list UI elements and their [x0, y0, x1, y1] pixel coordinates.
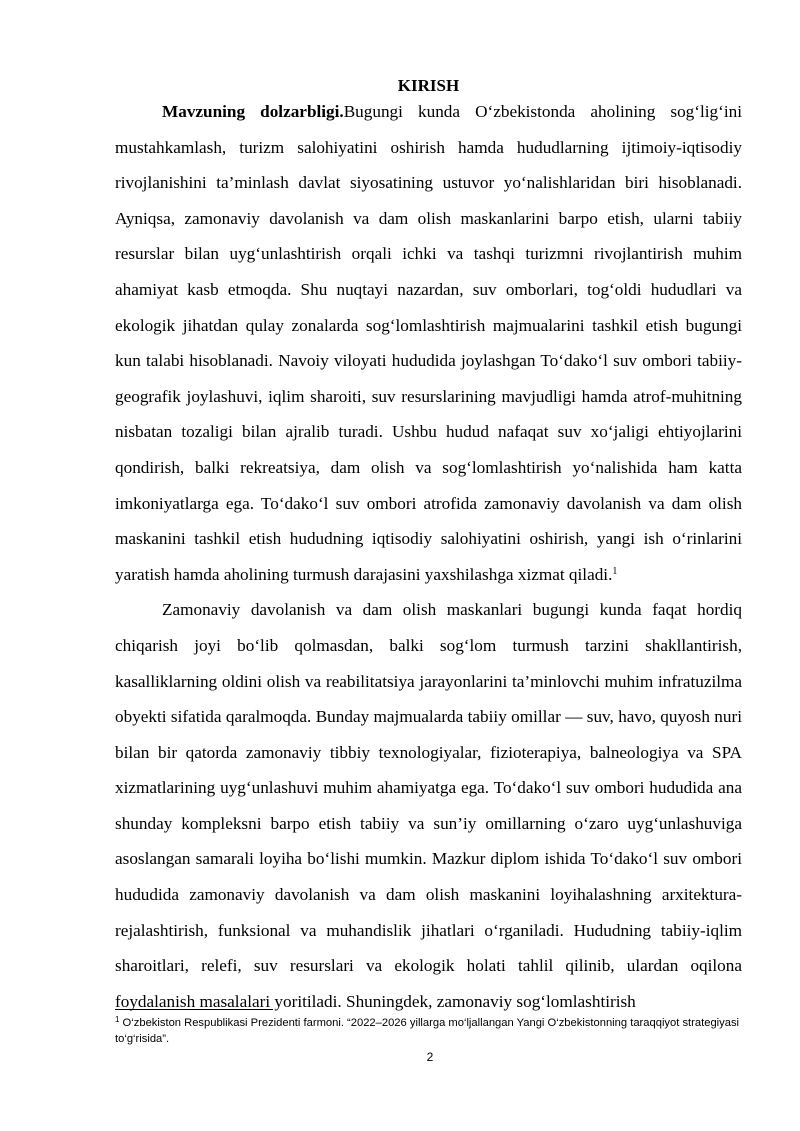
footnote-separator — [115, 1009, 273, 1010]
footnote — [115, 1015, 755, 1047]
page-number: 2 — [426, 1050, 434, 1064]
section-heading: KIRISH — [397, 76, 460, 95]
paragraph-2: Zamonaviy davolanish va dam olish maskanlari bugungi kunda faqat hordiq chiqarish joyi bo‘lib qolmasdan, balki sog‘lom turmush tarzini shakllantirish, kasalliklarning oldini olish va reabilitatsiya jarayonlarini ta’minlovchi muhim infratuzilma obyekti sifatida qaralmoqda. Bunday majmualarda tabiiy omillar — suv, havo, quyosh nuri bilan bir qatorda zamonaviy tibbiy texnologiyalar, fizioterapiya, balneologiya va SPA xizmatlarining uyg‘unlashuvi muhim ahamiyatga ega. To‘dako‘l suv ombori hududida ana shunday kompleksni barpo etish tabiiy va sun’iy omillarning o‘zaro uyg‘unlashuviga asoslangan samarali loyiha bo‘lishi mumkin. Mazkur diplom ishida To‘dako‘l suv ombori hududida zamonaviy davolanish va dam olish maskanini loyihalashning arxitektura-rejalashtirish, funksional va muhandislik jihatlari o‘rganiladi. Hududning tabiiy-iqlim sharoitlari, relefi, suv resurslari va ekologik holati tahlil qilinib, ulardan oqilona foydalanish masalalari yoritiladi. Shuningdek, zamonaviy sog‘lomlashtirish — [115, 600, 742, 1011]
footnote-marker: 1 — [115, 1015, 120, 1024]
footnote-text: O‘zbekiston Respublikasi Prezidenti farmoni. “2022–2026 yillarga mo‘ljallangan Yangi O‘zbekistonning taraqqiyot strategiyasi to‘g‘risida”. — [115, 1017, 740, 1045]
paragraph-1 — [115, 94, 742, 592]
footnote-reference[interactable]: 1 — [612, 565, 618, 577]
body-text — [115, 94, 742, 1019]
paragraph-1-text: Bugungi kunda O‘zbekistonda aholining sog‘lig‘ini mustahkamlash, turizm salohiyatini oshirish hamda hududlarning ijtimoiy-iqtisodiy rivojlanishini ta’minlash davlat siyosatining ustuvor yo‘nalishlaridan biri hisoblanadi. Ayniqsa, zamonaviy davolanish va dam olish maskanlarini barpo etish, ularni tabiiy resurslar bilan uyg‘unlashtirish orqali ichki va tashqi turizmni rivojlantirish muhim ahamiyat kasb etmoqda. Shu nuqtayi nazardan, suv omborlari, tog‘oldi hududlari va ekologik jihatdan qulay zonalarda sog‘lomlashtirish majmualarini tashkil etish bugungi kun talabi hisoblanadi. Navoiy viloyati hududida joylashgan To‘dako‘l suv ombori tabiiy-geografik joylashuvi, iqlim sharoiti, suv resurslarining mavjudligi hamda atrof-muhitning nisbatan tozaligi bilan ajralib turadi. Ushbu hudud nafaqat suv xo‘jaligi ehtiyojlarini qondirish, balki rekreatsiya, dam olish va sog‘lomlashtirish yo‘nalishida ham katta imkoniyatlarga ega. To‘dako‘l suv ombori atrofida zamonaviy davolanish va dam olish maskanini tashkil etish hududning iqtisodiy salohiyatini oshirish, yangi ish o‘rinlarini yaratish hamda aholining turmush darajasini yaxshilashga xizmat qiladi. — [115, 102, 742, 584]
paragraph-lead: Mavzuning dolzarbligi. — [162, 102, 344, 121]
